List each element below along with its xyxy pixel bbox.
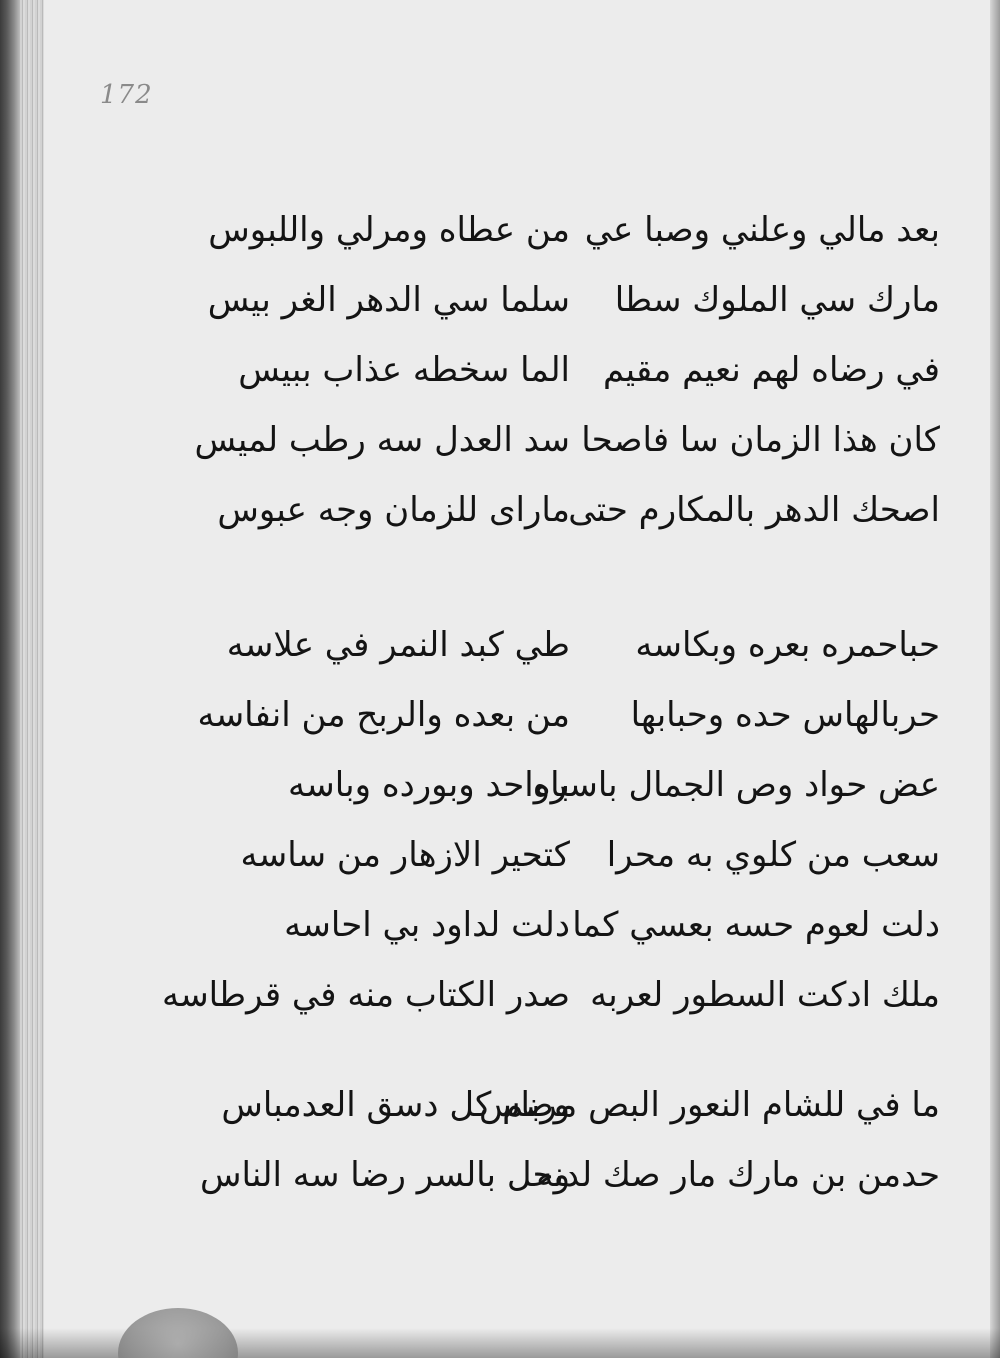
stanza-1 (150, 195, 940, 545)
verse-first-hemistich: مارك سي الملوك سطا (614, 280, 940, 320)
folio-number: 172 (100, 80, 153, 110)
verse-line (150, 820, 940, 890)
verse-line (150, 890, 940, 960)
verse-first-hemistich: سعب من كلوي به محرا (606, 835, 940, 875)
verse-second-hemistich: وضم كل دسق العدمباس (221, 1085, 570, 1125)
verse-line (150, 680, 940, 750)
verse-second-hemistich: ماراى للزمان وجه عبوس (217, 490, 570, 530)
verse-second-hemistich: سد العدل سه رطب لميس (194, 420, 570, 460)
verse-second-hemistich: من عطاه ومرلي واللبوس (208, 210, 570, 250)
thumb-shadow (118, 1308, 238, 1358)
page-edges (20, 0, 44, 1358)
verse-line (150, 405, 940, 475)
verse-second-hemistich: الما سخطه عذاب ببيس (238, 350, 570, 390)
verse-line (150, 1140, 940, 1210)
verse-line (150, 265, 940, 335)
stanza-3 (150, 1070, 940, 1210)
verse-second-hemistich: وحل بالسر رضا سه الناس (200, 1155, 570, 1195)
verse-second-hemistich: كتحير الازهار من ساسه (240, 835, 570, 875)
verse-first-hemistich: اصحك الدهر بالمكارم حتى (568, 490, 940, 530)
stanza-2 (150, 610, 940, 1030)
verse-second-hemistich: سلما سي الدهر الغر بيس (207, 280, 570, 320)
verse-second-hemistich: باواحد وبورده وباسه (288, 765, 570, 805)
verse-first-hemistich: ملك ادكت السطور لعربه (590, 975, 940, 1015)
binding-gutter (0, 0, 20, 1358)
verse-second-hemistich: دلت لداود بي احاسه (284, 905, 570, 945)
verse-line (150, 195, 940, 265)
verse-first-hemistich: دلت لعوم حسه بعسي كما (572, 905, 940, 945)
verse-first-hemistich: عض حواد وص الجمال باسره (532, 765, 940, 805)
verse-first-hemistich: في رضاه لهم نعيم مقيم (603, 350, 940, 390)
verse-second-hemistich: صدر الكتاب منه في قرطاسه (161, 975, 570, 1015)
verse-line (150, 335, 940, 405)
verse-second-hemistich: طي كبد النمر في علاسه (226, 625, 570, 665)
verse-line (150, 750, 940, 820)
verse-first-hemistich: حربالهاس حده وحبابها (630, 695, 940, 735)
right-page-edge (990, 0, 1000, 1358)
verse-line (150, 1070, 940, 1140)
verse-line (150, 960, 940, 1030)
verse-second-hemistich: من بعده والربح من انفاسه (197, 695, 570, 735)
verse-first-hemistich: كان هذا الزمان سا فاصحا (581, 420, 940, 460)
verse-first-hemistich: ما في للشام النعور البص مرباس (478, 1085, 940, 1125)
verse-first-hemistich: حباحمره بعره وبكاسه (635, 625, 940, 665)
verse-line (150, 610, 940, 680)
verse-first-hemistich: حدمن بن مارك مار صك لدنه (536, 1155, 940, 1195)
verse-first-hemistich: بعد مالي وعلني وصبا عي (584, 210, 940, 250)
verse-line (150, 475, 940, 545)
